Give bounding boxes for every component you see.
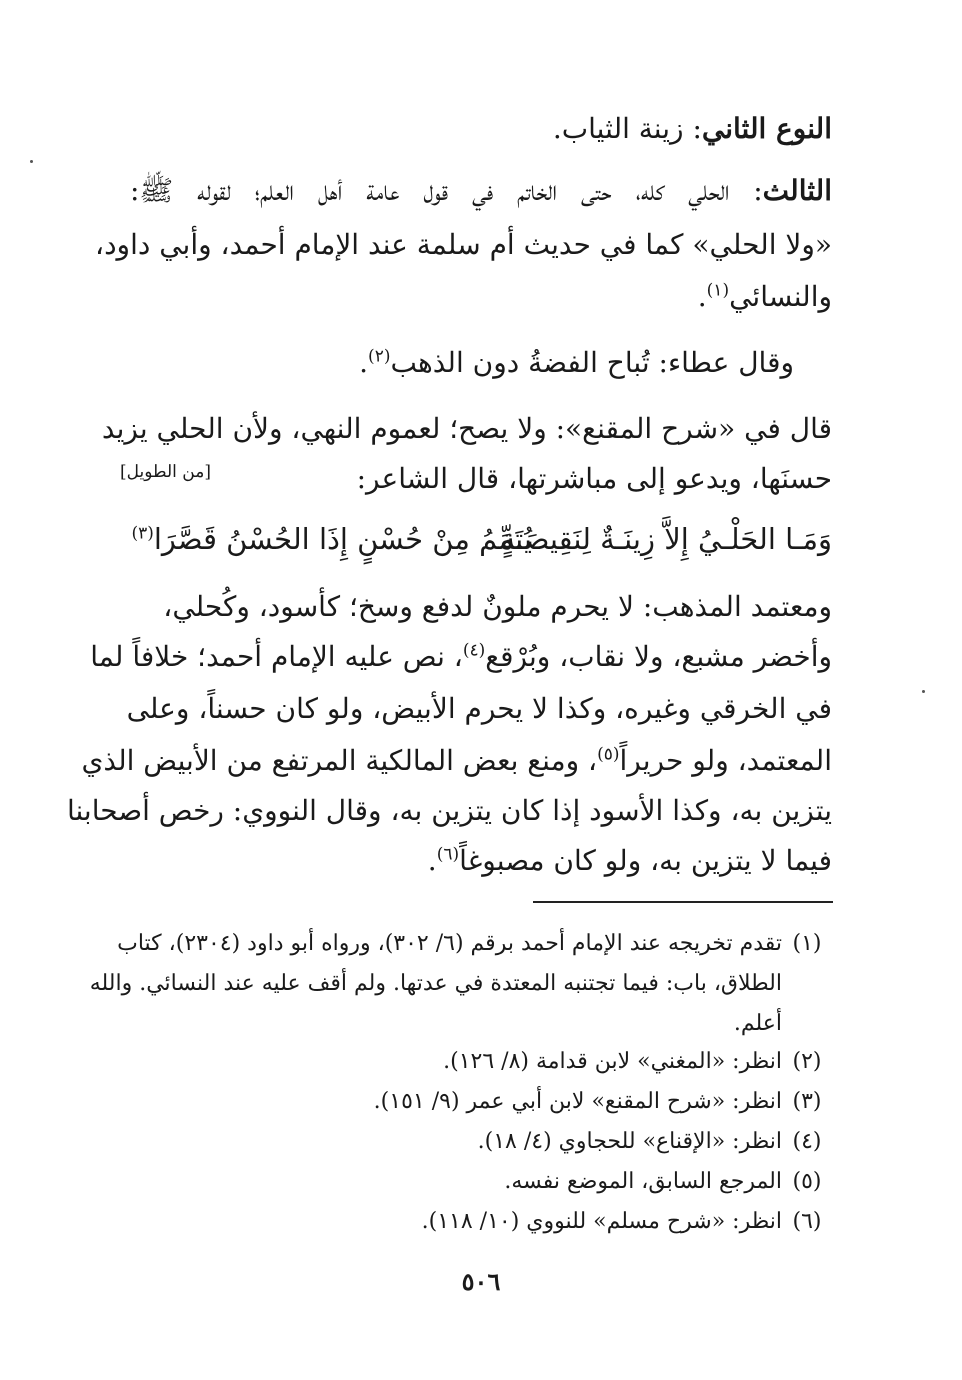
footnote-number: (٣) [792, 1089, 822, 1114]
footnote-1-line3: أعلم. [733, 1011, 782, 1036]
footnote-3-line1: انظر: «شرح المقنع» لابن أبي عمر (٩/ ١٥١). [373, 1089, 782, 1114]
para4-line1: ومعتمد المذهب: لا يحرم ملونٌ لدفع وسخ؛ كأسود، وكُحلي، [163, 590, 832, 623]
footnote-ref-5: (٥) [597, 744, 620, 765]
section-heading [553, 104, 832, 154]
para2-text: وقال عطاء: تُباح الفضةُ دون الذهب [390, 346, 794, 379]
para4-line5: يتزين به، وكذا الأسود إذا كان يتزين به، وقال النووي: رخص أصحابنا [66, 794, 832, 827]
footnote-ref-4: (٤) [462, 640, 486, 661]
para1-line1 [130, 166, 832, 216]
footnote-ref-3: (٣) [131, 523, 154, 544]
footnote-separator [533, 901, 833, 903]
footnote-ref-1: (١) [706, 280, 730, 301]
verse-first-hemistich: وَمَـا الحَلْـيُ إِلاَّ زِينَـةٌ لِنَقِيصَـةٍ [500, 522, 832, 556]
heading-bold: النوع الثاني [701, 112, 832, 145]
para1-line3 [698, 272, 832, 322]
footnote-number: (٢) [792, 1049, 822, 1074]
verse-second-hemistich [131, 512, 532, 566]
page-number: ٥٠٦ [461, 1267, 501, 1296]
footnote-number: (١) [792, 931, 822, 956]
para4-line3: في الخرقي وغيره، وكذا لا يحرم الأبيض، ولو كان حسناً، وعلى [126, 692, 832, 725]
para4-line2a: وأخضر مشبع، ولا نقاب، وبُرْقع [485, 640, 832, 673]
footnote-5-line1: المرجع السابق، الموضع نفسه. [504, 1169, 782, 1194]
para1-bold-term: الثالث [762, 174, 832, 207]
para1-line3-text: والنسائي [729, 280, 832, 313]
para1-line2: «ولا الحلي» كما في حديث أم سلمة عند الإمام أحمد، وأبي داود، [95, 228, 832, 261]
scan-speck [922, 690, 925, 693]
para4-line6-end: . [427, 844, 437, 877]
para2-line [359, 338, 794, 388]
para3-line1: قال في «شرح المقنع»: ولا يصح؛ لعموم النهي، ولأن الحلي يزيد [101, 412, 832, 445]
verse-second-text: يُتَمِّمُ مِنْ حُسْنٍ إِذَا الحُسْنُ قَصَّرَا [153, 522, 532, 556]
para4-line6 [428, 836, 832, 886]
para4-line2b: ، نص عليه الإمام أحمد؛ خلافاً لما [90, 640, 463, 673]
footnote-6-line1: انظر: «شرح مسلم» للنووي (١٠/ ١١٨). [421, 1209, 782, 1234]
para4-line4a: المعتمد، ولو حريراً [619, 744, 832, 777]
heading-rest: : زينة الثياب. [552, 112, 702, 145]
scan-speck [30, 160, 33, 163]
para4-line6-text: فيما لا يتزين به، ولو كان مصبوغاً [459, 844, 832, 877]
footnote-ref-2: (٢) [368, 346, 391, 367]
footnote-ref-6: (٦) [436, 844, 460, 865]
para1-line1-text: : الحلي كله، حتى الخاتم في قول عامة أهل العلم؛ لقوله ﷺ: [130, 174, 763, 207]
footnote-number: (٤) [792, 1129, 822, 1154]
footnote-number: (٦) [792, 1209, 822, 1234]
footnote-1-line2: الطلاق، باب: فيما تجتنبه المعتدة في عدتها. ولم أقف عليه عند النسائي. والله [89, 971, 782, 996]
meter-label: [من الطويل] [120, 462, 211, 482]
para1-line3-end: . [697, 280, 707, 313]
para4-line2 [90, 632, 832, 682]
para4-line4 [81, 736, 832, 786]
para4-line4b: ، ومنع بعض المالكية المرتفع من الأبيض الذي [81, 744, 598, 777]
footnote-1-line1: تقدم تخريجه عند الإمام أحمد برقم (٦/ ٣٠٢)، ورواه أبو داود (٢٣٠٤)، كتاب [117, 931, 782, 956]
footnote-number: (٥) [792, 1169, 822, 1194]
para3-line2: حسنَها، ويدعو إلى مباشرتها، قال الشاعر: [356, 462, 832, 495]
footnote-2-line1: انظر: «المغني» لابن قدامة (٨/ ١٢٦). [443, 1049, 782, 1074]
footnote-4-line1: انظر: «الإقناع» للحجاوي (٤/ ١٨). [477, 1129, 782, 1154]
para2-end: . [359, 346, 369, 379]
